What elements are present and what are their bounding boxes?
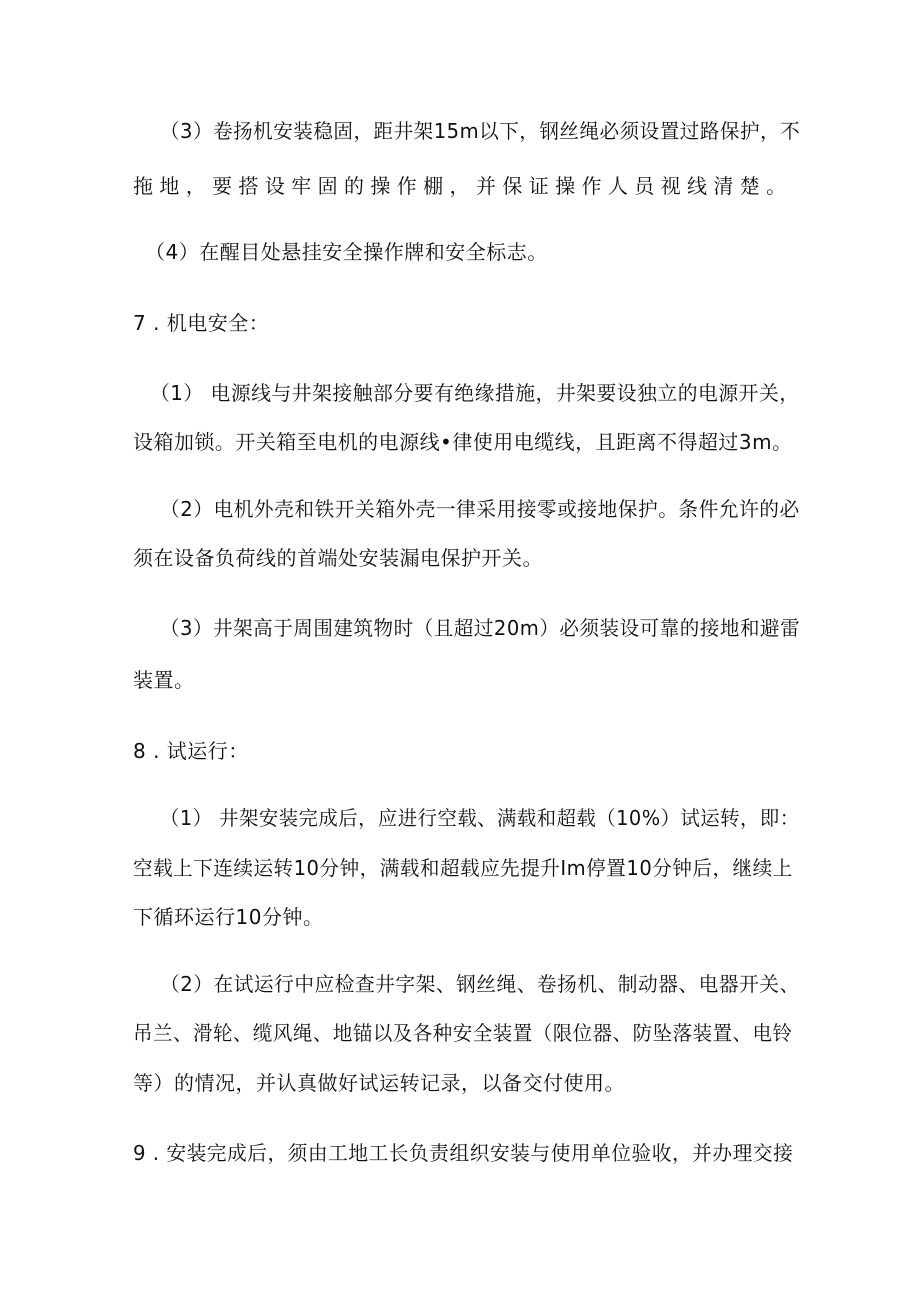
paragraph-line: （2）在试运行中应检查井字架、钢丝绳、卷扬机、制动器、电器开关、	[160, 972, 800, 996]
paragraph-line: 设箱加锁。开关箱至电机的电源线•律使用电缆线，且距离不得超过3m。	[133, 430, 793, 454]
paragraph-line: 空载上下连续运转10分钟，满载和超载应先提升Im停置10分钟后，继续上	[133, 856, 793, 880]
paragraph-line: 下循环运行10分钟。	[133, 905, 324, 929]
paragraph-line: （3）井架高于周围建筑物时（且超过20m）必须装设可靠的接地和避雷	[160, 616, 801, 640]
paragraph-line: 吊兰、滑轮、缆风绳、地锚以及各种安全装置（限位器、防坠落装置、电铃	[133, 1021, 793, 1045]
section-heading: 7 . 机电安全：	[133, 311, 270, 335]
paragraph-line: （2）电机外壳和铁开关箱外壳一律采用接零或接地保护。条件允许的必	[160, 497, 800, 521]
paragraph-line: （4）在醒目处悬挂安全操作牌和安全标志。	[145, 240, 548, 264]
section-heading: 8 . 试运行：	[133, 739, 249, 763]
paragraph-line: 须在设备负荷线的首端处安装漏电保护开关。	[133, 546, 543, 570]
paragraph-line: （1） 电源线与井架接触部分要有绝缘措施，井架要设独立的电源开关，	[150, 381, 800, 405]
paragraph-line: （1） 井架安装完成后，应进行空载、满载和超载（10%）试运转，即：	[160, 806, 800, 830]
paragraph-line: 等）的情况，并认真做好试运转记录，以备交付使用。	[133, 1071, 625, 1095]
paragraph-line: 拖地，要搭设牢固的操作棚，并保证操作人员视线清楚。	[133, 174, 793, 198]
paragraph-line: 9 . 安装完成后，须由工地工长负责组织安装与使用单位验收，并办理交接	[133, 1141, 794, 1165]
paragraph-line: （3）卷扬机安装稳固，距井架15m以下，钢丝绳必须设置过路保护，不	[160, 119, 801, 143]
paragraph-line: 装置。	[133, 668, 195, 692]
